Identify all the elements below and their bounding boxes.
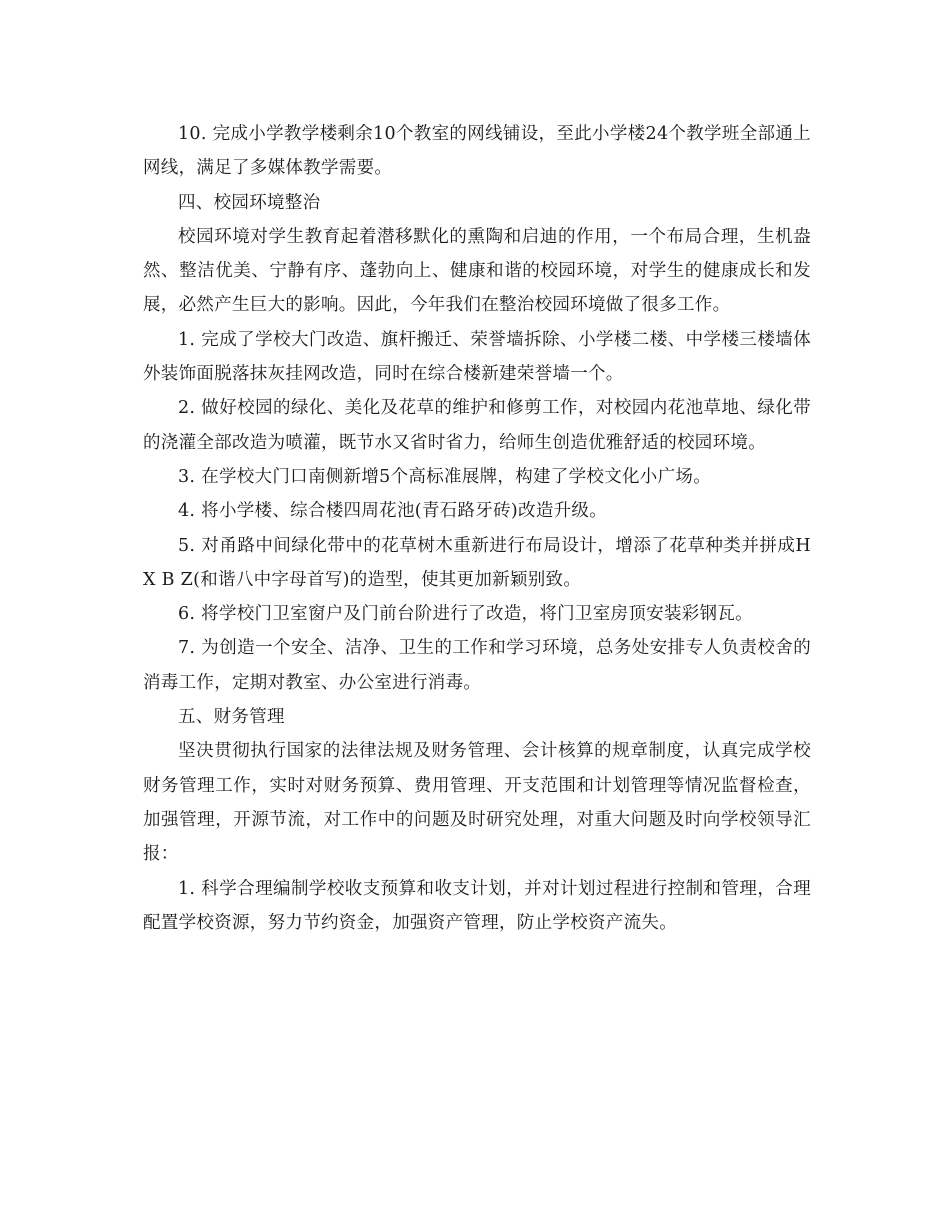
section-4-item-3: 3. 在学校大门口南侧新增5个高标准展牌，构建了学校文化小广场。 [178,466,711,487]
document-body [143,117,811,940]
section-4-item-1: 1. 完成了学校大门改造、旗杆搬迁、荣誉墙拆除、小学楼二楼、中学楼三楼墙体外装饰面脱落抹灰挂网改造，同时在综合楼新建荣誉墙一个。 [143,329,811,385]
item-10-network-wiring: 10. 完成小学教学楼剩余10个教室的网线铺设，至此小学楼24个教学班全部通上网线，满足了多媒体教学需要。 [143,124,811,179]
section-4-item-4: 4. 将小学楼、综合楼四周花池(青石路牙砖)改造升级。 [178,501,608,522]
section-4-intro: 校园环境对学生教育起着潜移默化的熏陶和启迪的作用，一个布局合理，生机盎然、整洁优美、宁静有序、蓬勃向上、健康和谐的校园环境，对学生的健康成长和发展，必然产生巨大的影响。因此，今年我们在整治校园环境做了很多工作。 [143,226,811,316]
section-5-intro: 坚决贯彻执行国家的法律法规及财务管理、会计核算的规章制度，认真完成学校财务管理工作，实时对财务预算、费用管理、开支范围和计划管理等情况监督检查，加强管理，开源节流，对工作中的问题及时研究处理，对重大问题及时向学校领导汇报： [143,741,811,865]
section-4-item-5: 5. 对甬路中间绿化带中的花草树木重新进行布局设计，增添了花草种类并拼成H X B Z(和谐八中字母首写)的造型，使其更加新颖别致。 [143,535,811,590]
section-4-item-6: 6. 将学校门卫室窗户及门前台阶进行了改造，将门卫室房顶安装彩钢瓦。 [178,604,753,625]
section-4-heading: 四、校园环境整治 [178,192,321,213]
section-5-heading: 五、财务管理 [178,707,285,728]
section-4-item-7: 7. 为创造一个安全、洁净、卫生的工作和学习环境，总务处安排专人负责校舍的消毒工作，定期对教室、办公室进行消毒。 [143,638,811,693]
section-4-item-2: 2. 做好校园的绿化、美化及花草的维护和修剪工作，对校园内花池草地、绿化带的浇灌全部改造为喷灌，既节水又省时省力，给师生创造优雅舒适的校园环境。 [143,398,811,453]
section-5-item-1: 1. 科学合理编制学校收支预算和收支计划，并对计划过程进行控制和管理，合理配置学校资源，努力节约资金，加强资产管理，防止学校资产流失。 [143,878,811,933]
